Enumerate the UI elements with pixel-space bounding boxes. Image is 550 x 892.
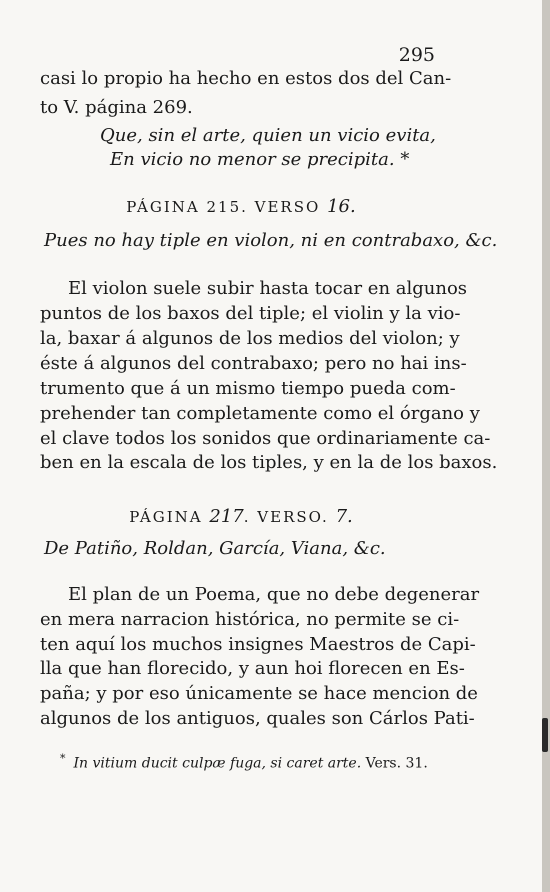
page-edge-mark <box>542 718 548 752</box>
text-line: el clave todos los sonidos que ordinariamente ca- <box>40 428 491 449</box>
text-line: El violon suele subir hasta tocar en algunos <box>68 278 468 299</box>
text-line: prehender tan completamente como el órgano y <box>40 403 480 424</box>
heading-text: PÁGINA <box>129 508 210 526</box>
citation: De Patiño, Roldan, García, Viana, &c. <box>44 538 386 559</box>
text-line: éste á algunos del contrabaxo; pero no hai ins- <box>40 353 467 374</box>
text-line: ten aquí los muchos insignes Maestros de Capi- <box>40 634 476 655</box>
text-line: en mera narracion histórica, no permite se ci- <box>40 609 460 630</box>
heading-text: . VERSO. <box>243 508 336 526</box>
footnote-text: In vitium ducit culpæ fuga, si caret arte. <box>73 755 362 772</box>
heading-number: 7. <box>335 506 353 527</box>
text-line: trumento que á un mismo tiempo pueda com- <box>40 378 456 399</box>
text-line: casi lo propio ha hecho en estos dos del Can- <box>40 68 452 89</box>
section-heading <box>40 196 442 217</box>
text-line: to V. página 269. <box>40 97 193 118</box>
page-number: 295 <box>398 44 435 66</box>
footnote-reference: Vers. 31. <box>365 755 428 772</box>
heading-number: 217 <box>209 506 244 527</box>
quote-line: Que, sin el arte, quien un vicio evita, <box>100 125 436 146</box>
page-edge <box>542 0 550 892</box>
section-heading <box>40 506 442 527</box>
text-line: El plan de un Poema, que no debe degenerar <box>68 584 480 605</box>
text-line: puntos de los baxos del tiple; el violin y la vio- <box>40 303 461 324</box>
heading-text: PÁGINA 215. VERSO <box>126 198 328 216</box>
citation: Pues no hay tiple en violon, ni en contrabaxo, &c. <box>44 230 498 251</box>
quote-line: En vicio no menor se precipita. * <box>110 149 410 170</box>
text-line: algunos de los antiguos, quales son Cárlos Pati- <box>40 708 475 729</box>
heading-number: 16. <box>327 196 356 217</box>
text-line: la, baxar á algunos de los medios del violon; y <box>40 328 460 349</box>
text-line: lla que han florecido, y aun hoi florecen en Es- <box>40 658 465 679</box>
text-line: paña; y por eso únicamente se hace mencion de <box>40 683 478 704</box>
text-line: ben en la escala de los tiples, y en la de los baxos. <box>40 452 498 473</box>
footnote <box>60 752 442 772</box>
footnote-mark: * <box>60 752 66 765</box>
